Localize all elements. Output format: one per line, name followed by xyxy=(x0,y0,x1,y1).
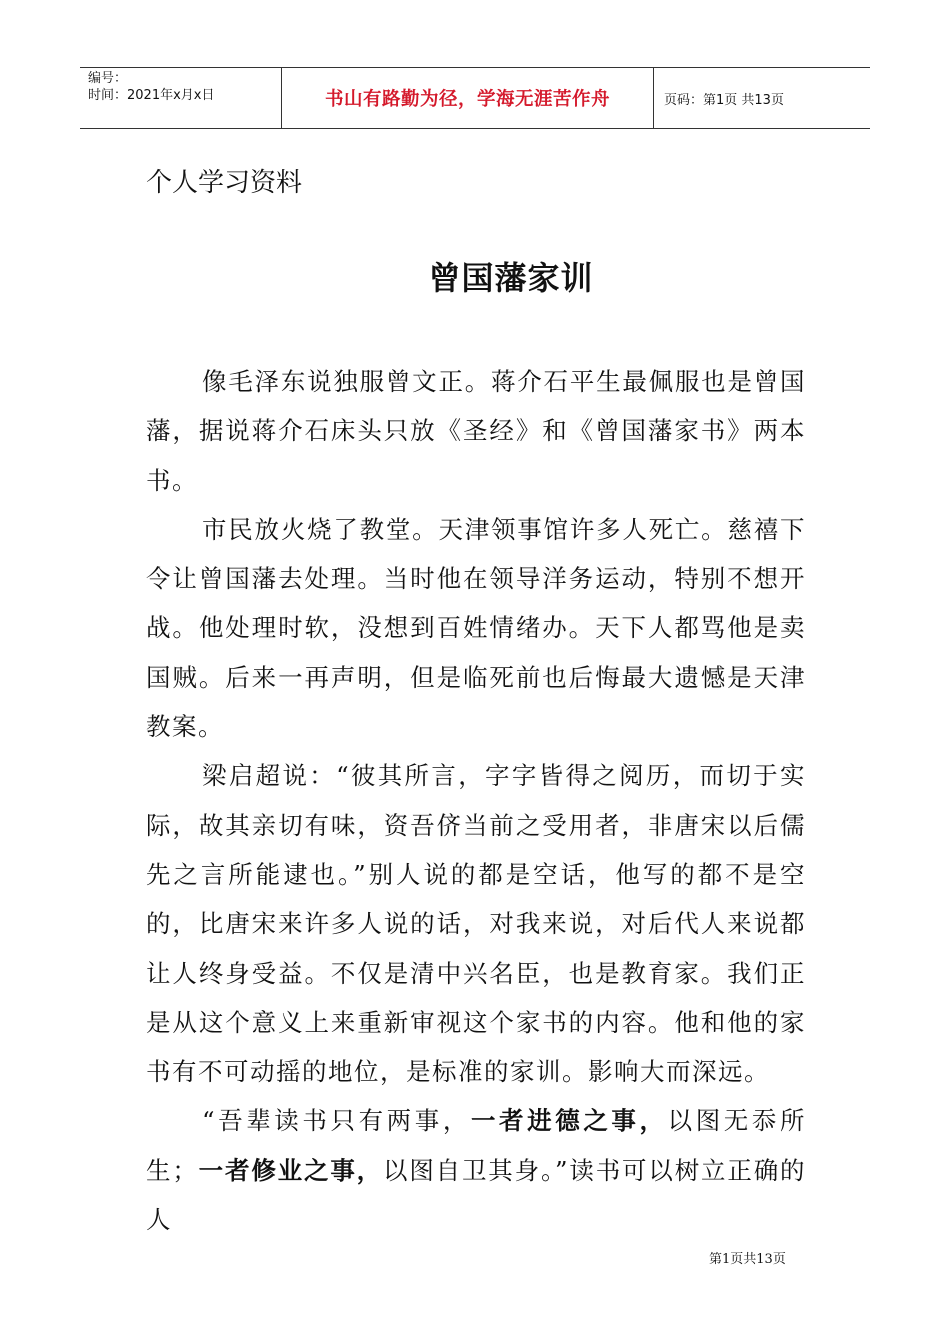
header-page-info: 页码：第1页 共13页 xyxy=(664,92,784,108)
paragraph-4-emphasis-2: 一者修业之事， xyxy=(198,1155,383,1185)
paragraph-3: 梁启超说：“彼其所言，字字皆得之阅历，而切于实际，故其亲切有味，资吾侪当前之受用者，非唐宋以后儒先之言所能逮也。”别人说的都是空话，他写的都不是空的，比唐宋来许多人说的话，对我来说，对后代人来说都让人终身受益。不仅是清中兴名臣，也是教育家。我们正是从这个意义上来重新审视这个家书的内容。他和他的家书有不可动摇的地位，是标准的家训。影响大而深远。 xyxy=(146,761,806,1087)
header-meta xyxy=(80,68,282,128)
number-label: 编号： xyxy=(88,71,128,86)
paragraph-4-text-a: “吾辈读书只有两事， xyxy=(202,1106,471,1136)
paragraph-4-text-e: 以图自卫其身。”读书可以树立正确的人 xyxy=(146,1155,807,1235)
paragraph-4-emphasis-1: 一者进德之事， xyxy=(470,1106,668,1136)
paragraph-1: 像毛泽东说独服曾文正。蒋介石平生最佩服也是曾国藩，据说蒋介石床头只放《圣经》和《曾国藩家书》两本书。 xyxy=(146,367,806,495)
page-header xyxy=(80,67,870,129)
time-label: 时间：2021年x月x日 xyxy=(88,88,215,103)
paragraph-4-text-c: 以图无忝所生； xyxy=(146,1106,806,1185)
header-motto: 书山有路勤为径，学海无涯苦作舟 xyxy=(282,68,654,128)
paragraph-2: 市民放火烧了教堂。天津领事馆许多人死亡。慈禧下令让曾国藩去处理。当时他在领导洋务运动，特别不想开战。他处理时软，没想到百姓情绪办。天下人都骂他是卖国贼。后来一再声明，但是临死前也后悔最大遗憾是天津教案。 xyxy=(146,514,806,742)
document-title: 曾国藩家训 xyxy=(428,259,594,297)
page-footer: 第1页共13页 xyxy=(709,1252,786,1267)
document-body xyxy=(146,357,806,1244)
document-label: 个人学习资料 xyxy=(146,168,303,198)
paragraph-4 xyxy=(146,1096,806,1244)
